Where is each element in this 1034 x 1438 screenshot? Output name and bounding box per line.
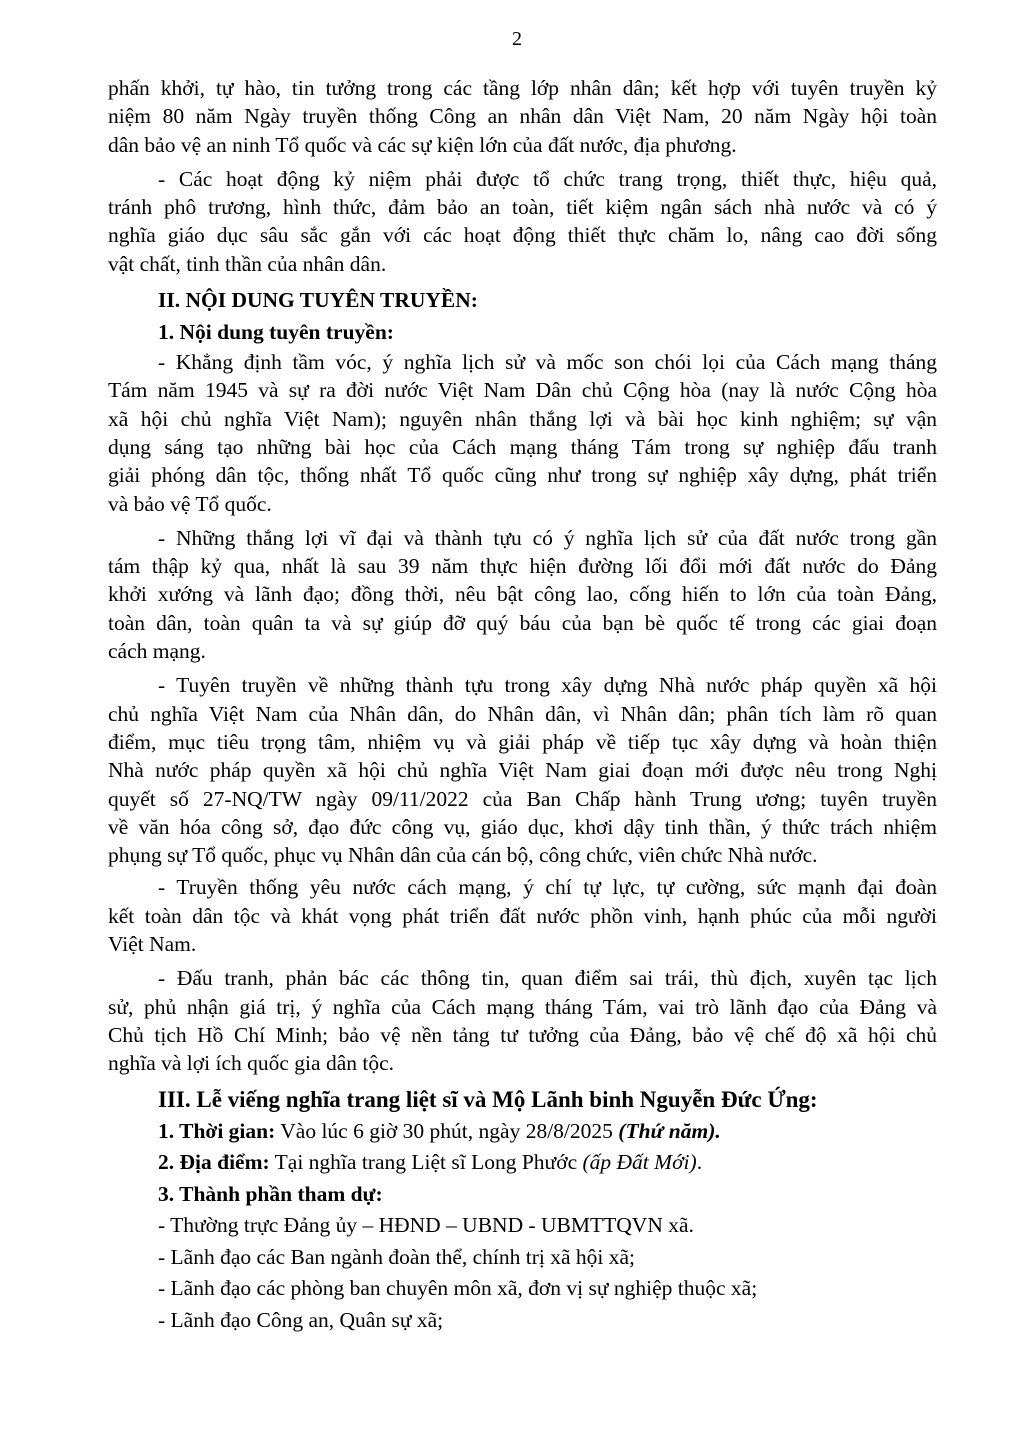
text-line: niệm 80 năm Ngày truyền thống Công an nhân dân Việt Nam, 20 năm Ngày hội toàn bbox=[108, 104, 937, 129]
location-value: Tại nghĩa trang Liệt sĩ Long Phước bbox=[269, 1150, 583, 1174]
text-line: chủ nghĩa Việt Nam của Nhân dân, do Nhân dân, vì Nhân dân; phân tích làm rõ quan bbox=[108, 701, 937, 726]
text-line: Nhà nước pháp quyền xã hội chủ nghĩa Việt Nam giai đoạn mới được nêu trong Nghị bbox=[108, 758, 937, 783]
time-line bbox=[108, 1116, 937, 1148]
text-line: kết toàn dân tộc và khát vọng phát triển đất nước phồn vinh, hạnh phúc của mỗi người bbox=[108, 903, 937, 928]
text-line: Việt Nam. bbox=[108, 932, 197, 957]
text-line: tám thập kỷ qua, nhất là sau 39 năm thực hiện đường lối đổi mới đất nước do Đảng bbox=[108, 554, 937, 579]
text-line: Chủ tịch Hồ Chí Minh; bảo vệ nền tảng tư tưởng của Đảng, bảo vệ chế độ xã hội chủ bbox=[108, 1022, 937, 1047]
text-line: giải phóng dân tộc, thống nhất Tổ quốc cũng như trong sự nghiệp xây dựng, phát triển bbox=[108, 463, 937, 488]
participant-item: - Lãnh đạo các phòng ban chuyên môn xã, đơn vị sự nghiệp thuộc xã; bbox=[158, 1276, 758, 1300]
location-note: (ấp Đất Mới) bbox=[582, 1150, 697, 1174]
content-paragraph-4 bbox=[108, 873, 937, 958]
content-paragraph-5 bbox=[108, 964, 937, 1077]
text-line: dụng sáng tạo những bài học của Cách mạng tháng Tám trong sự nghiệp đấu tranh bbox=[108, 434, 937, 459]
text-line: vật chất, tinh thần của nhân dân. bbox=[108, 251, 387, 276]
text-line: phụng sự Tổ quốc, phục vụ Nhân dân của cán bộ, công chức, viên chức Nhà nước. bbox=[108, 843, 818, 868]
text-line: điểm, mục tiêu trọng tâm, nhiệm vụ và giải pháp về tiếp tục xây dựng và hoàn thiện bbox=[108, 729, 937, 754]
text-line: - Truyền thống yêu nước cách mạng, ý chí tự lực, tự cường, sức mạnh đại đoàn bbox=[158, 875, 937, 900]
text-line: dân bảo vệ an ninh Tổ quốc và các sự kiện lớn của đất nước, địa phương. bbox=[108, 132, 737, 157]
text-line: về văn hóa công sở, đạo đức công vụ, giáo dục, khơi dậy tinh thần, ý thức trách nhiệm bbox=[108, 814, 937, 839]
content-paragraph-2 bbox=[108, 524, 937, 665]
text-line: quyết số 27-NQ/TW ngày 09/11/2022 của Ban Chấp hành Trung ương; tuyên truyền bbox=[108, 786, 937, 811]
text-line: sử, phủ nhận giá trị, ý nghĩa của Cách mạng tháng Tám, vai trò lãnh đạo của Đảng và bbox=[108, 994, 937, 1019]
participant-item: - Lãnh đạo các Ban ngành đoàn thể, chính trị xã hội xã; bbox=[158, 1244, 636, 1269]
text-line: khởi xướng và lãnh đạo; đồng thời, nêu bật công lao, cống hiến to lớn của toàn Đảng, bbox=[108, 582, 937, 607]
page-number: 2 bbox=[512, 28, 522, 50]
text-line: phấn khởi, tự hào, tin tưởng trong các tầng lớp nhân dân; kết hợp với tuyên truyền kỷ bbox=[108, 76, 937, 100]
location-end: . bbox=[696, 1150, 703, 1174]
activities-paragraph bbox=[108, 165, 937, 278]
time-label: 1. Thời gian: bbox=[158, 1118, 276, 1143]
heading-text: II. NỘI DUNG TUYÊN TRUYỀN: bbox=[158, 288, 478, 313]
text-line: - Các hoạt động kỷ niệm phải được tổ chức trang trọng, thiết thực, hiệu quả, bbox=[158, 166, 937, 191]
section-2-subheading bbox=[108, 316, 937, 348]
location-label: 2. Địa điểm: bbox=[158, 1150, 270, 1174]
subheading-text: 1. Nội dung tuyên truyền: bbox=[158, 320, 394, 345]
participant-item: - Lãnh đạo Công an, Quân sự xã; bbox=[158, 1307, 444, 1332]
text-line: tránh phô trương, hình thức, đảm bảo an toàn, tiết kiệm ngân sách nhà nước và có ý bbox=[108, 195, 937, 220]
text-line: và bảo vệ Tổ quốc. bbox=[108, 491, 272, 516]
section-3-heading bbox=[108, 1084, 937, 1116]
text-line: - Những thắng lợi vĩ đại và thành tựu có ý nghĩa lịch sử của đất nước trong gần bbox=[158, 525, 937, 550]
content-paragraph-3 bbox=[108, 671, 937, 869]
intro-paragraph bbox=[108, 74, 937, 159]
text-line: - Đấu tranh, phản bác các thông tin, quan điểm sai trái, thù địch, xuyên tạc lịch bbox=[158, 966, 937, 991]
text-line: toàn dân, toàn quân ta và sự giúp đỡ quý báu của bạn bè quốc tế trong các giai đoạn bbox=[108, 610, 937, 635]
document-body bbox=[108, 74, 937, 1336]
participants-heading bbox=[108, 1179, 937, 1211]
content-paragraph-1 bbox=[108, 348, 937, 518]
time-value: Vào lúc 6 giờ 30 phút, ngày 28/8/2025 bbox=[275, 1118, 619, 1143]
text-line: Tám năm 1945 và sự ra đời nước Việt Nam Dân chủ Cộng hòa (nay là nước Cộng hòa bbox=[108, 378, 937, 403]
heading-text: III. Lễ viếng nghĩa trang liệt sĩ và Mộ Lãnh binh Nguyễn Đức Ứng: bbox=[158, 1086, 818, 1112]
text-line: nghĩa và lợi ích quốc gia dân tộc. bbox=[108, 1051, 395, 1076]
participant-item: - Thường trực Đảng ủy – HĐND – UBND - UBMTTQVN xã. bbox=[158, 1213, 694, 1237]
text-line: cách mạng. bbox=[108, 639, 206, 664]
text-line: nghĩa giáo dục sâu sắc gắn với các hoạt động thiết thực chăm lo, nâng cao đời sống bbox=[108, 223, 937, 248]
section-2-heading bbox=[108, 284, 937, 316]
text-line: - Khẳng định tầm vóc, ý nghĩa lịch sử và mốc son chói lọi của Cách mạng tháng bbox=[158, 350, 937, 375]
text-line: - Tuyên truyền về những thành tựu trong xây dựng Nhà nước pháp quyền xã hội bbox=[158, 673, 937, 698]
text-line: xã hội chủ nghĩa Việt Nam); nguyên nhân thắng lợi và bài học kinh nghiệm; sự vận bbox=[108, 406, 937, 431]
location-line bbox=[108, 1147, 937, 1179]
time-note: (Thứ năm). bbox=[618, 1118, 721, 1143]
participants-label: 3. Thành phần tham dự: bbox=[158, 1181, 383, 1206]
